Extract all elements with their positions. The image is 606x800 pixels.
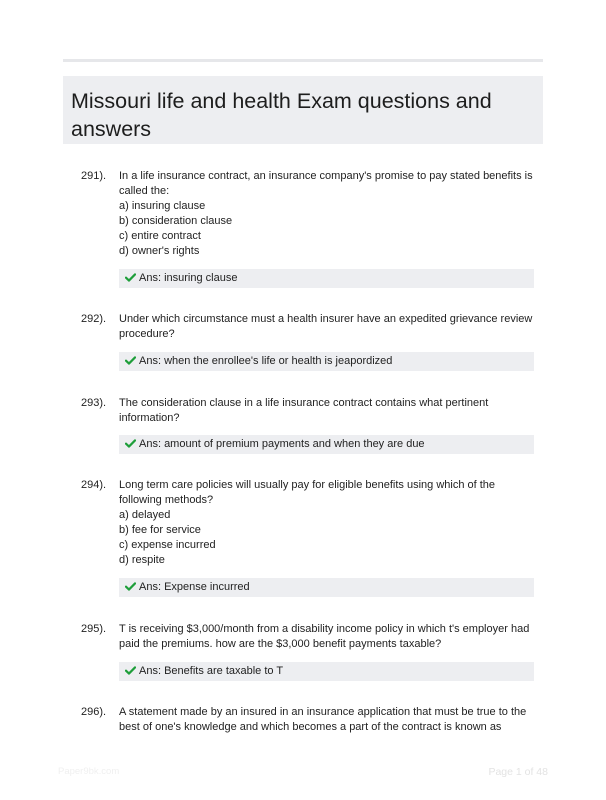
check-icon (125, 582, 136, 591)
question-body (119, 622, 539, 652)
question-body (119, 478, 539, 568)
question-text: T is receiving $3,000/month from a disability income policy in which t's employer had paid the premiums. how are the $3,000 benefit payments taxable? (119, 623, 530, 650)
question-number: 296). (81, 706, 107, 718)
answer-option: c) entire contract (119, 230, 201, 242)
question-number: 294). (81, 479, 107, 491)
question-text: Under which circumstance must a health insurer have an expedited grievance review procedure? (119, 313, 533, 340)
answer-option: c) expense incurred (119, 539, 216, 551)
check-icon (125, 666, 136, 675)
answer-text: Ans: Expense incurred (139, 581, 250, 593)
question-body (119, 169, 539, 259)
answer-text: Ans: Benefits are taxable to T (139, 665, 284, 677)
answer-text: Ans: amount of premium payments and when they are due (139, 438, 425, 450)
check-icon (125, 356, 136, 365)
question-number: 291). (81, 170, 107, 182)
question-text: The consideration clause in a life insurance contract contains what pertinent information? (119, 397, 489, 424)
answer-option: a) delayed (119, 509, 171, 521)
page-number: Page 1 of 48 (488, 766, 548, 778)
question-body (119, 312, 539, 342)
answer-option: d) respite (119, 554, 165, 566)
answer-text: Ans: insuring clause (139, 272, 238, 284)
answer-box (119, 352, 534, 371)
question-number: 295). (81, 623, 107, 635)
answer-box (119, 662, 534, 681)
question-number: 292). (81, 313, 107, 325)
page-title: Missouri life and health Exam questions and answers (71, 89, 492, 141)
check-icon (125, 439, 136, 448)
answer-option: a) insuring clause (119, 200, 206, 212)
question-text: A statement made by an insured in an insurance application that must be true to the best of one's knowledge and which becomes a part of the contract is known as (119, 706, 527, 733)
question-text: Long term care policies will usually pay for eligible benefits using which of the following methods? (119, 479, 496, 506)
question-text: In a life insurance contract, an insurance company's promise to pay stated benefits is called the: (119, 170, 533, 197)
title-banner (63, 76, 543, 144)
question-body (119, 705, 539, 735)
answer-box (119, 435, 534, 454)
answer-box (119, 578, 534, 597)
top-divider (63, 59, 543, 62)
answer-text: Ans: when the enrollee's life or health is jeapordized (139, 355, 393, 367)
question-body (119, 396, 539, 426)
footer-watermark: Paper9bk.com (58, 766, 120, 777)
answer-option: b) consideration clause (119, 215, 233, 227)
answer-option: b) fee for service (119, 524, 201, 536)
answer-box (119, 269, 534, 288)
question-number: 293). (81, 397, 107, 409)
check-icon (125, 273, 136, 282)
answer-option: d) owner's rights (119, 245, 200, 257)
